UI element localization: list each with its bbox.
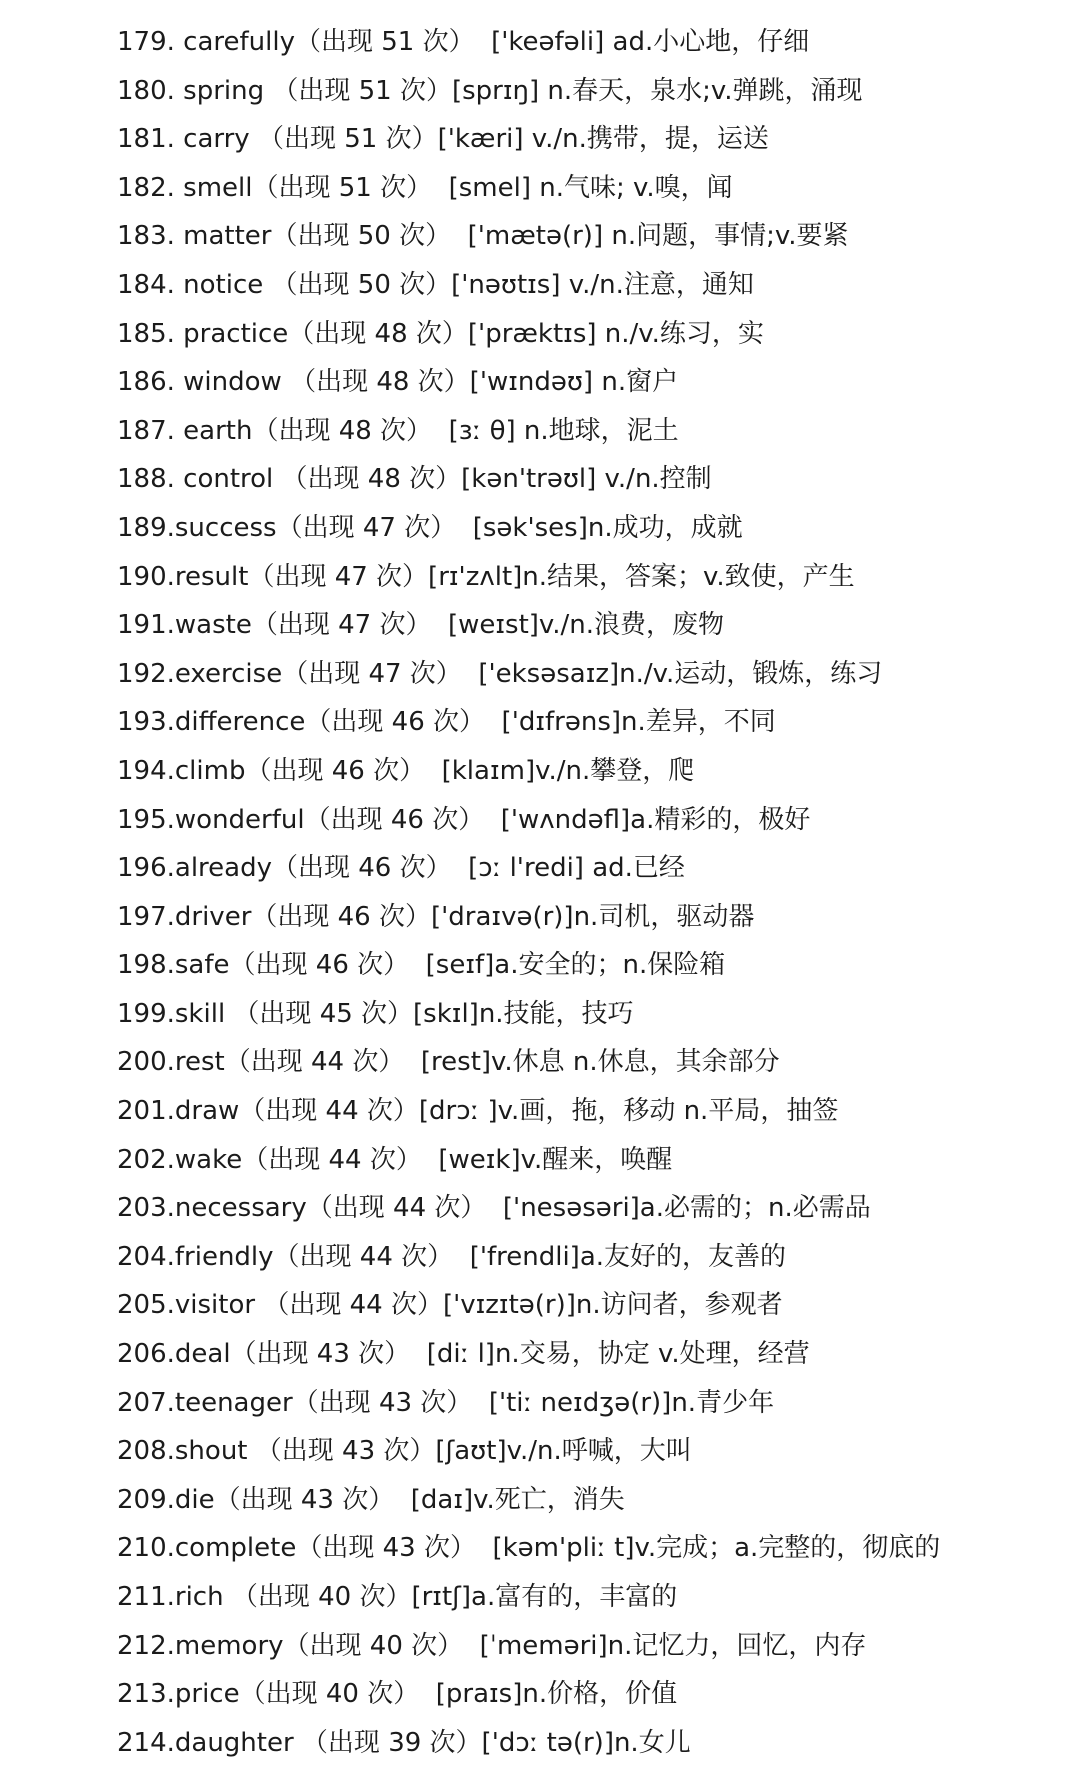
vocab-entry: 196.already（出现 46 次） [ɔː l'redi] ad.已经 <box>117 853 685 884</box>
vocab-entry: 209.die（出现 43 次） [daɪ]v.死亡，消失 <box>117 1484 625 1515</box>
vocab-entry: 210.complete（出现 43 次） [kəm'pliː t]v.完成；a.完整的，彻底的 <box>117 1533 941 1564</box>
vocab-entry: 212.memory（出现 40 次） [ˈmeməri]n.记忆力，回忆，内存 <box>117 1630 867 1661</box>
vocab-entry: 188. control （出现 48 次）[kən'trəʊl] v./n.控制 <box>117 464 712 495</box>
vocab-entry: 182. smell（出现 51 次） [smel] n.气味; v.嗅，闻 <box>117 172 733 203</box>
vocab-entry: 180. spring （出现 51 次）[sprɪŋ] n.春天，泉水;v.弹跳，涌现 <box>117 75 863 106</box>
vocab-entry: 184. notice （出现 50 次）['nəʊtɪs] v./n.注意，通知 <box>117 269 754 300</box>
vocab-entry: 197.driver（出现 46 次）['draɪvə(r)]n.司机，驱动器 <box>117 901 755 932</box>
vocab-entry: 202.wake（出现 44 次） [weɪk]v.醒来，唤醒 <box>117 1144 673 1175</box>
vocab-entry: 194.climb（出现 46 次） [klaɪm]v./n.攀登，爬 <box>117 755 695 786</box>
vocab-entry: 192.exercise（出现 47 次） ['eksəsaɪz]n./v.运动，锻炼，练习 <box>117 658 883 689</box>
vocab-entry: 185. practice（出现 48 次）['præktɪs] n./v.练习，实 <box>117 318 764 349</box>
vocab-entry: 183. matter（出现 50 次） ['mætə(r)] n.问题，事情;v.要紧 <box>117 221 849 252</box>
vocab-entry: 179. carefully（出现 51 次） ['keəfəli] ad.小心地，仔细 <box>117 27 810 57</box>
vocab-entry: 200.rest（出现 44 次） [rest]v.休息 n.休息，其余部分 <box>117 1047 780 1078</box>
vocabulary-list <box>117 18 1057 1767</box>
vocab-entry: 214.daughter （出现 39 次）['dɔː tə(r)]n.女儿 <box>117 1727 691 1758</box>
vocab-entry: 187. earth（出现 48 次） [ɜː θ] n.地球，泥土 <box>117 415 679 446</box>
vocab-entry: 206.deal（出现 43 次） [diː l]n.交易，协定 v.处理，经营 <box>117 1339 810 1370</box>
vocab-entry: 207.teenager（出现 43 次） ['tiː neɪdʒə(r)]n.青少年 <box>117 1387 775 1418</box>
vocab-entry: 193.difference（出现 46 次） ['dɪfrəns]n.差异，不同 <box>117 707 776 738</box>
vocab-entry: 201.draw（出现 44 次）[drɔː ]v.画，拖，移动 n.平局，抽签 <box>117 1096 839 1127</box>
vocab-entry: 208.shout （出现 43 次）[ʃaʊt]v./n.呼喊，大叫 <box>117 1436 692 1467</box>
vocab-entry: 213.price（出现 40 次） [praɪs]n.价格，价值 <box>117 1679 678 1710</box>
vocab-entry: 195.wonderful（出现 46 次） ['wʌndəfl]a.精彩的，极好 <box>117 804 811 835</box>
vocab-entry: 203.necessary（出现 44 次） ['nesəsəri]a.必需的；n.必需品 <box>117 1193 871 1224</box>
vocab-entry: 181. carry （出现 51 次）['kæri] v./n.携带，提，运送 <box>117 124 769 155</box>
vocab-entry: 211.rich （出现 40 次）[rɪtʃ]a.富有的，丰富的 <box>117 1582 678 1612</box>
vocab-entry: 191.waste（出现 47 次） [weɪst]v./n.浪费，废物 <box>117 610 725 641</box>
vocab-entry: 199.skill （出现 45 次）[skɪl]n.技能，技巧 <box>117 998 634 1029</box>
vocab-entry: 186. window （出现 48 次）['wɪndəʊ] n.窗户 <box>117 367 679 398</box>
vocab-entry: 190.result（出现 47 次）[rɪ'zʌlt]n.结果，答案；v.致使，产生 <box>117 561 855 592</box>
vocab-entry: 189.success（出现 47 次） [sək'ses]n.成功，成就 <box>117 512 743 543</box>
vocab-entry: 204.friendly（出现 44 次） ['frendli]a.友好的，友善的 <box>117 1241 787 1272</box>
vocab-entry: 205.visitor （出现 44 次）['vɪzɪtə(r)]n.访问者，参观者 <box>117 1290 783 1321</box>
vocab-entry: 198.safe（出现 46 次） [seɪf]a.安全的；n.保险箱 <box>117 950 726 981</box>
